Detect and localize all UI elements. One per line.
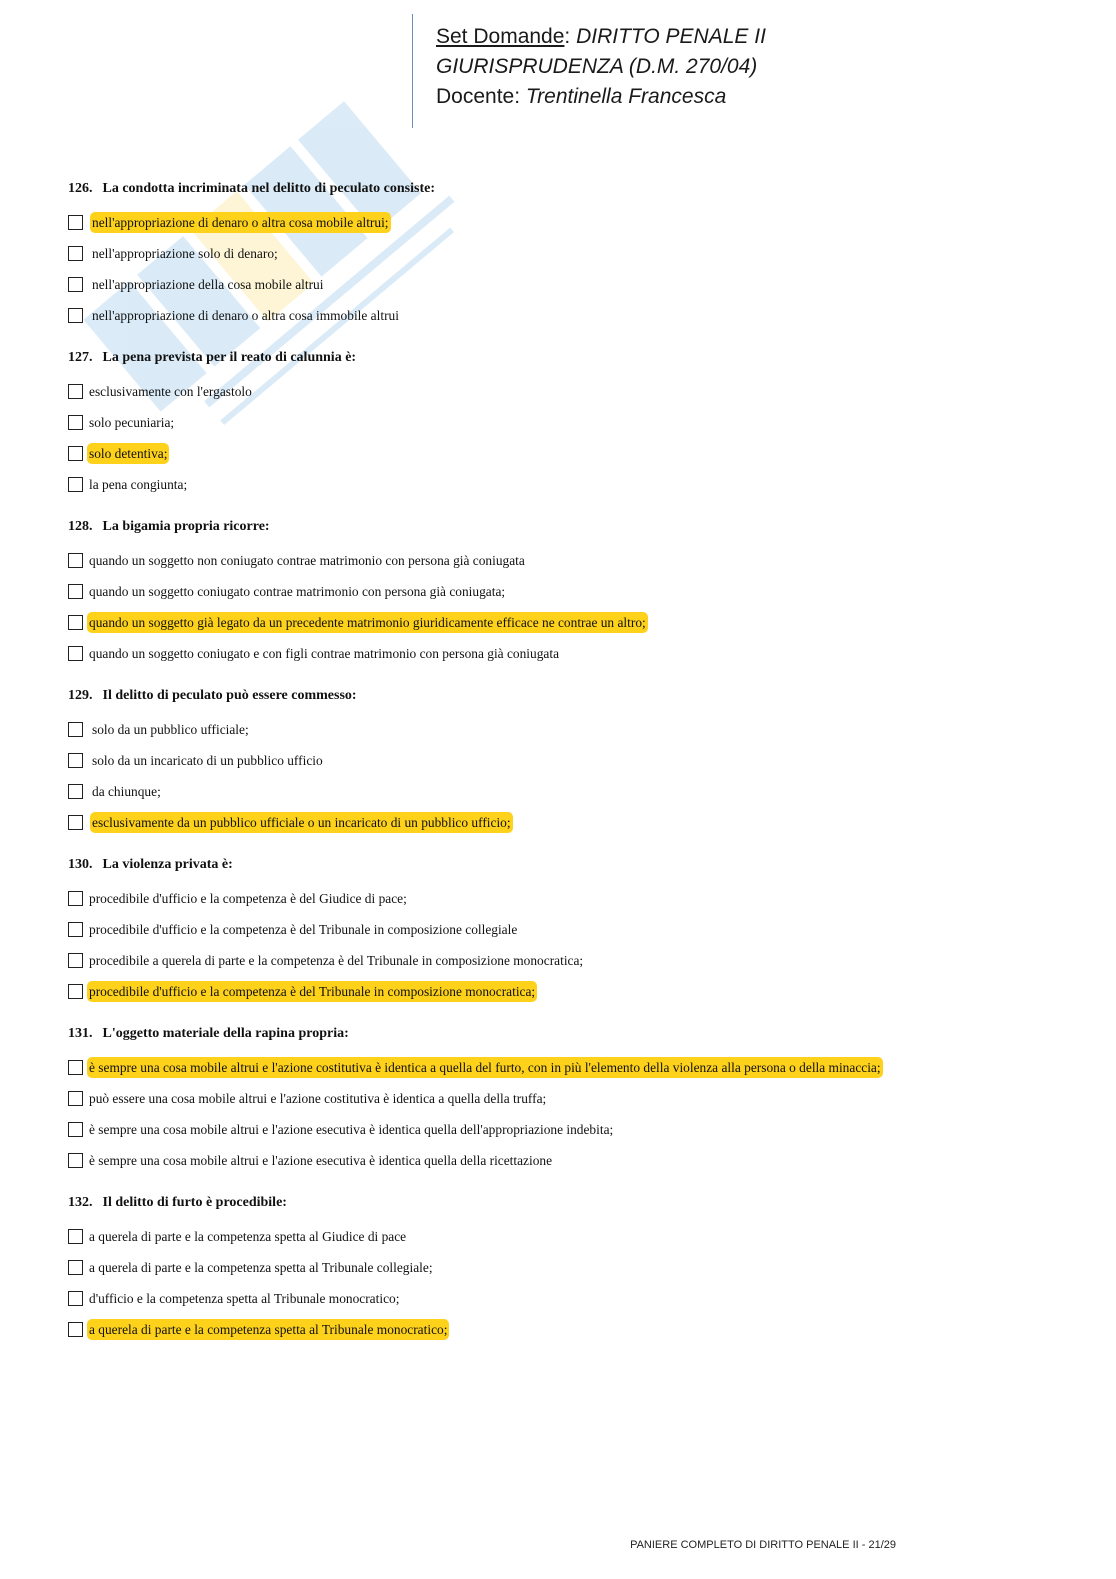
- answer-option[interactable]: [68, 576, 1068, 607]
- question-title: [68, 178, 1068, 200]
- answer-option[interactable]: [68, 714, 1068, 745]
- page-footer: PANIERE COMPLETO DI DIRITTO PENALE II - 21/29: [630, 1539, 896, 1551]
- question-block: [68, 516, 1068, 669]
- answer-text: può essere una cosa mobile altrui e l'azione costitutiva è identica a quella della truffa;: [89, 1091, 547, 1106]
- answer-option[interactable]: [68, 745, 1068, 776]
- answer-text-highlighted: procedibile d'ufficio e la competenza è del Tribunale in composizione monocratica;: [87, 981, 537, 1002]
- answer-text: la pena congiunta;: [89, 477, 188, 492]
- question-title: [68, 854, 1068, 876]
- answer-option[interactable]: [68, 376, 1068, 407]
- question-text: La condotta incriminata nel delitto di peculato consiste:: [102, 181, 435, 196]
- faculty: GIURISPRUDENZA (D.M. 270/04): [436, 55, 758, 78]
- answer-option[interactable]: [68, 238, 1068, 269]
- answer-checkbox[interactable]: [68, 215, 83, 230]
- answer-checkbox[interactable]: [68, 1122, 83, 1137]
- answer-option[interactable]: [68, 914, 1068, 945]
- set-label: Set Domande: [436, 25, 565, 48]
- answer-option[interactable]: [68, 883, 1068, 914]
- question-text: L'oggetto materiale della rapina propria:: [102, 1026, 349, 1041]
- answer-text-highlighted: a querela di parte e la competenza spetta al Tribunale monocratico;: [87, 1319, 449, 1340]
- question-title: [68, 1023, 1068, 1045]
- answer-text-highlighted: quando un soggetto già legato da un precedente matrimonio giuridicamente efficace ne contrae un altro;: [87, 612, 648, 633]
- answer-text: è sempre una cosa mobile altrui e l'azione esecutiva è identica quella della ricettazione: [89, 1153, 553, 1168]
- answer-checkbox[interactable]: [68, 1291, 83, 1306]
- question-number: 128.: [68, 519, 93, 534]
- answer-checkbox[interactable]: [68, 722, 83, 737]
- answer-option[interactable]: [68, 269, 1068, 300]
- header-line-1: Set Domande: DIRITTO PENALE II: [436, 25, 766, 48]
- answer-option[interactable]: [68, 300, 1068, 331]
- question-text: Il delitto di furto è procedibile:: [102, 1195, 287, 1210]
- question-title: [68, 347, 1068, 369]
- answer-option[interactable]: [68, 407, 1068, 438]
- answer-option[interactable]: [68, 469, 1068, 500]
- answer-text: procedibile a querela di parte e la competenza è del Tribunale in composizione monocratica;: [89, 953, 584, 968]
- header-divider: [412, 14, 413, 128]
- answer-text: esclusivamente con l'ergastolo: [89, 384, 252, 399]
- question-block: [68, 178, 1068, 331]
- answer-checkbox[interactable]: [68, 415, 83, 430]
- answer-text: nell'appropriazione della cosa mobile altrui: [92, 277, 324, 292]
- answer-option[interactable]: [68, 638, 1068, 669]
- answer-checkbox[interactable]: [68, 553, 83, 568]
- document-header: [436, 22, 766, 112]
- question-title: [68, 685, 1068, 707]
- answer-checkbox[interactable]: [68, 1060, 83, 1075]
- answer-text: nell'appropriazione di denaro o altra cosa immobile altrui: [92, 308, 399, 323]
- answer-checkbox[interactable]: [68, 815, 83, 830]
- answer-checkbox[interactable]: [68, 891, 83, 906]
- answer-option[interactable]: [68, 1221, 1068, 1252]
- answer-checkbox[interactable]: [68, 446, 83, 461]
- answer-text-highlighted: è sempre una cosa mobile altrui e l'azione costitutiva è identica a quella del furto, con in più l'elemento della violenza alla persona o della minaccia;: [87, 1057, 883, 1078]
- docente-label: Docente:: [436, 85, 521, 108]
- question-text: La pena prevista per il reato di calunnia è:: [102, 350, 357, 365]
- answer-option[interactable]: [68, 207, 1068, 238]
- answer-checkbox[interactable]: [68, 922, 83, 937]
- answer-text: è sempre una cosa mobile altrui e l'azione esecutiva è identica quella dell'appropriazione indebita;: [89, 1122, 614, 1137]
- question-title: [68, 516, 1068, 538]
- question-text: La bigamia propria ricorre:: [102, 519, 270, 534]
- answer-checkbox[interactable]: [68, 615, 83, 630]
- question-block: [68, 347, 1068, 500]
- answer-checkbox[interactable]: [68, 784, 83, 799]
- answer-option[interactable]: [68, 776, 1068, 807]
- answer-checkbox[interactable]: [68, 1091, 83, 1106]
- answer-option[interactable]: [68, 1252, 1068, 1283]
- question-text: Il delitto di peculato può essere commesso:: [102, 688, 357, 703]
- answer-checkbox[interactable]: [68, 984, 83, 999]
- question-number: 130.: [68, 857, 93, 872]
- answer-checkbox[interactable]: [68, 246, 83, 261]
- answer-checkbox[interactable]: [68, 384, 83, 399]
- answer-option[interactable]: [68, 1145, 1068, 1176]
- answer-text: solo da un pubblico ufficiale;: [92, 722, 249, 737]
- answer-text: procedibile d'ufficio e la competenza è del Tribunale in composizione collegiale: [89, 922, 518, 937]
- question-number: 131.: [68, 1026, 93, 1041]
- answer-text: solo pecuniaria;: [89, 415, 175, 430]
- answer-option[interactable]: [68, 545, 1068, 576]
- answer-text: a querela di parte e la competenza spetta al Giudice di pace: [89, 1229, 407, 1244]
- answer-checkbox[interactable]: [68, 1153, 83, 1168]
- answer-checkbox[interactable]: [68, 277, 83, 292]
- answer-text: solo da un incaricato di un pubblico ufficio: [92, 753, 323, 768]
- answer-text-highlighted: solo detentiva;: [87, 443, 169, 464]
- question-text: La violenza privata è:: [102, 857, 233, 872]
- question-number: 126.: [68, 181, 93, 196]
- question-number: 129.: [68, 688, 93, 703]
- answer-checkbox[interactable]: [68, 584, 83, 599]
- answer-text: procedibile d'ufficio e la competenza è del Giudice di pace;: [89, 891, 407, 906]
- question-block: [68, 685, 1068, 838]
- header-line-3: [436, 82, 766, 112]
- answer-checkbox[interactable]: [68, 1322, 83, 1337]
- answer-option[interactable]: [68, 1083, 1068, 1114]
- question-number: 132.: [68, 1195, 93, 1210]
- answer-checkbox[interactable]: [68, 753, 83, 768]
- docente-name: Trentinella Francesca: [525, 85, 727, 108]
- answer-checkbox[interactable]: [68, 1229, 83, 1244]
- answer-text: quando un soggetto non coniugato contrae matrimonio con persona già coniugata: [89, 553, 525, 568]
- answer-option[interactable]: [68, 1114, 1068, 1145]
- question-block: [68, 1023, 1068, 1176]
- answer-text: quando un soggetto coniugato contrae matrimonio con persona già coniugata;: [89, 584, 506, 599]
- answer-option[interactable]: [68, 1314, 1068, 1345]
- answer-checkbox[interactable]: [68, 1260, 83, 1275]
- answer-text: d'ufficio e la competenza spetta al Tribunale monocratico;: [89, 1291, 400, 1306]
- answer-option[interactable]: [68, 607, 1068, 638]
- answer-option[interactable]: [68, 1283, 1068, 1314]
- question-block: [68, 854, 1068, 1007]
- question-block: [68, 1192, 1068, 1345]
- answer-text-highlighted: nell'appropriazione di denaro o altra cosa mobile altrui;: [90, 212, 391, 233]
- answer-checkbox[interactable]: [68, 308, 83, 323]
- answer-option[interactable]: [68, 807, 1068, 838]
- question-list: [68, 178, 1068, 1361]
- answer-checkbox[interactable]: [68, 477, 83, 492]
- answer-text: da chiunque;: [92, 784, 161, 799]
- answer-text: quando un soggetto coniugato e con figli contrae matrimonio con persona già coniugata: [89, 646, 560, 661]
- answer-option[interactable]: [68, 1052, 1068, 1083]
- answer-text: nell'appropriazione solo di denaro;: [92, 246, 278, 261]
- question-number: 127.: [68, 350, 93, 365]
- answer-checkbox[interactable]: [68, 646, 83, 661]
- answer-text-highlighted: esclusivamente da un pubblico ufficiale o un incaricato di un pubblico ufficio;: [90, 812, 513, 833]
- answer-option[interactable]: [68, 438, 1068, 469]
- answer-option[interactable]: [68, 976, 1068, 1007]
- course-name: DIRITTO PENALE II: [576, 25, 766, 48]
- answer-option[interactable]: [68, 945, 1068, 976]
- answer-text: a querela di parte e la competenza spetta al Tribunale collegiale;: [89, 1260, 433, 1275]
- answer-checkbox[interactable]: [68, 953, 83, 968]
- question-title: [68, 1192, 1068, 1214]
